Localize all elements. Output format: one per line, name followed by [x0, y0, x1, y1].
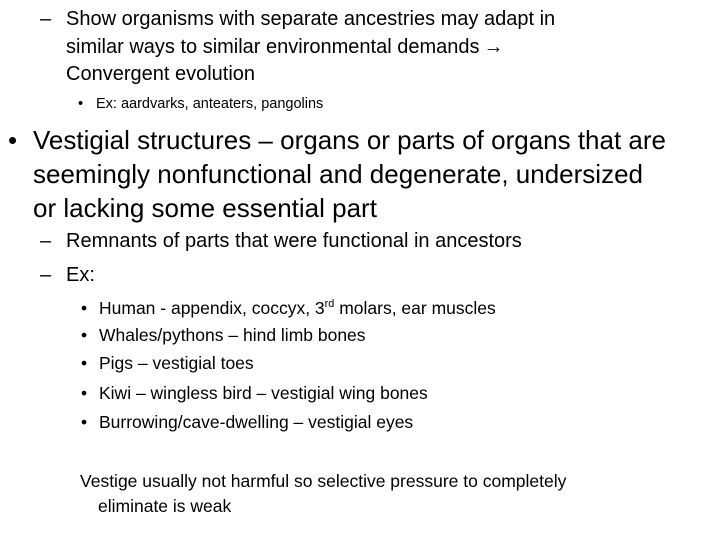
bullet-icon: • — [81, 298, 88, 318]
example-text: Pigs – vestigial toes — [99, 353, 254, 373]
example-item — [81, 298, 496, 319]
example-text-human-post: molars, ear muscles — [334, 298, 496, 318]
vestigial-sub-dash-0: – — [40, 230, 52, 252]
note-line1: Vestige usually not harmful so selective pressure to completely — [80, 471, 567, 491]
arrow-right-icon: → — [483, 36, 504, 58]
convergent-example — [78, 96, 323, 112]
vestigial-heading-line1: Vestigial structures – organs or parts of organs that are — [33, 125, 667, 155]
example-text: Burrowing/cave-dwelling – vestigial eyes — [99, 412, 414, 432]
convergent-dash: – — [40, 8, 52, 30]
example-text: Whales/pythons – hind limb bones — [99, 325, 366, 345]
example-text-human-sup: rd — [324, 298, 335, 311]
vestigial-heading-line2: seemingly nonfunctional and degenerate, undersized — [33, 159, 643, 189]
bullet-icon: • — [81, 325, 88, 345]
example-text: Kiwi – wingless bird – vestigial wing bones — [99, 383, 428, 403]
convergent-text-line2 — [66, 36, 503, 59]
example-text-human — [99, 298, 496, 318]
convergent-text-line2-body: similar ways to similar environmental demands — [66, 36, 480, 58]
note-line2: eliminate is weak — [98, 496, 232, 516]
bullet-icon: • — [81, 412, 88, 432]
vestigial-heading-line3: or lacking some essential part — [33, 193, 377, 223]
example-item — [81, 412, 413, 433]
bullet-icon: • — [81, 353, 88, 373]
bullet-icon: • — [78, 96, 84, 112]
example-item — [81, 383, 428, 404]
example-item — [81, 325, 366, 346]
vestigial-bullet: • — [8, 125, 18, 155]
convergent-example-text: Ex: aardvarks, anteaters, pangolins — [96, 96, 324, 112]
example-text-human-pre: Human - appendix, coccyx, 3 — [99, 298, 325, 318]
convergent-text-line3: Convergent evolution — [66, 63, 256, 85]
convergent-text-line1: Show organisms with separate ancestries may adapt in — [66, 8, 556, 30]
vestigial-sub-0: Remnants of parts that were functional in ancestors — [66, 230, 522, 252]
vestigial-sub-1: Ex: — [66, 264, 95, 286]
bullet-icon: • — [81, 383, 88, 403]
example-item — [81, 353, 254, 374]
vestigial-sub-dash-1: – — [40, 264, 52, 286]
